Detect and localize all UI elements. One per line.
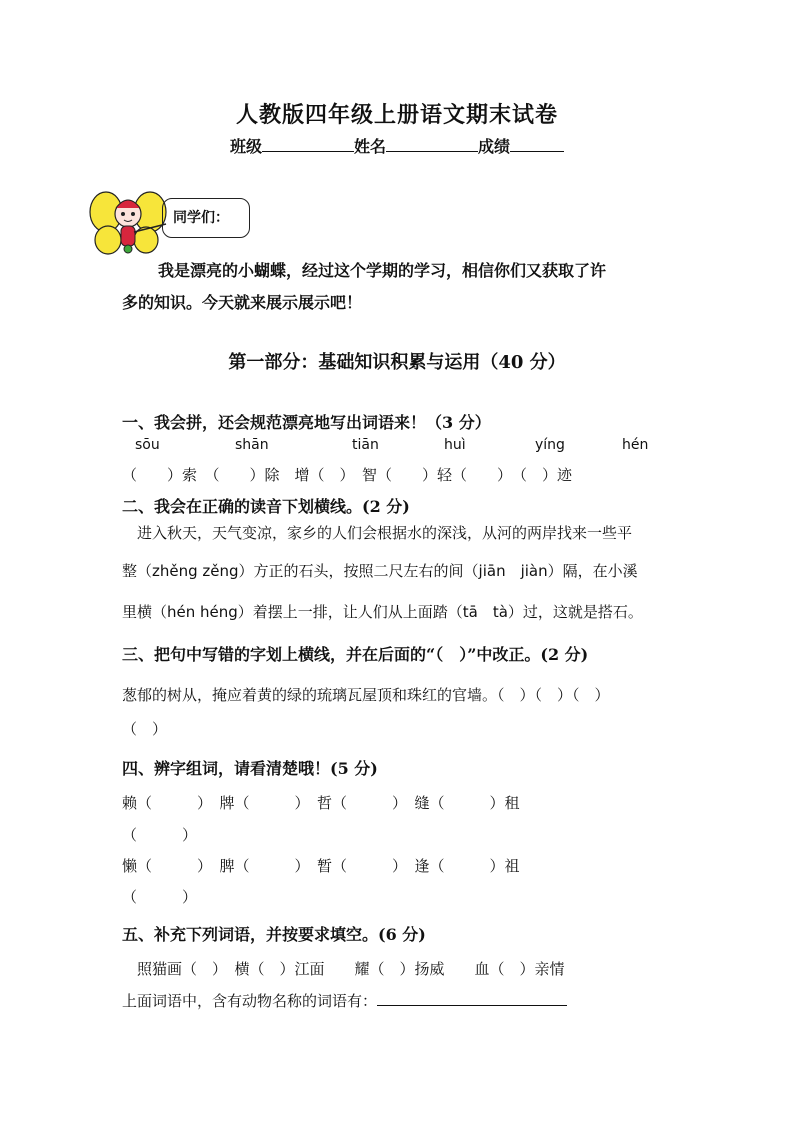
question-4-line-2[interactable]: （ ） <box>122 826 198 844</box>
question-5-title: 五、补充下列词语，并按要求填空。(6 分) <box>122 925 426 944</box>
question-4-line-3[interactable]: 懒（ ） 脾（ ） 暂（ ） 逢（ ）祖 <box>122 857 520 875</box>
speech-bubble: 同学们： <box>162 198 250 238</box>
intro-line-2: 多的知识。今天就来展示展示吧！ <box>122 293 363 312</box>
name-blank[interactable] <box>386 137 478 152</box>
student-info-line <box>0 134 794 157</box>
score-label: 成绩 <box>478 137 511 156</box>
question-2-line-1: 进入秋天，天气变凉，家乡的人们会根据水的深浅，从河的两岸找来一些平 <box>122 524 633 542</box>
intro-line-1: 我是漂亮的小蝴蝶，经过这个学期的学习，相信你们又获取了许 <box>158 261 607 280</box>
question-2-line-3[interactable]: 里横（hén héng）着摆上一排，让人们从上面踏（tā tà）过，这就是搭石。 <box>122 603 643 621</box>
question-2-line-2[interactable]: 整（zhěng zěng）方正的石头，按照二尺左右的间（jiān jiàn）隔，在小溪 <box>122 562 638 580</box>
question-3-line-2[interactable]: （ ） <box>122 720 168 738</box>
pinyin-hui: huì <box>444 437 466 453</box>
question-2-title: 二、我会在正确的读音下划横线。(2 分) <box>122 497 410 516</box>
pinyin-ying: yíng <box>535 437 565 453</box>
part-one-heading: 第一部分：基础知识积累与运用（40 分） <box>228 352 566 373</box>
butterfly-mascot-icon <box>88 186 172 258</box>
pinyin-tian: tiān <box>352 437 379 453</box>
pinyin-sou: sōu <box>135 437 160 453</box>
pinyin-hen: hén <box>622 437 649 453</box>
question-5-line-1[interactable]: 照猫画（ ） 横（ ）江面 耀（ ）扬威 血（ ）亲情 <box>122 960 565 978</box>
animal-words-label: 上面词语中，含有动物名称的词语有： <box>122 992 378 1010</box>
question-3-line-1[interactable]: 葱郁的树从，掩应着黄的绿的琉璃瓦屋顶和珠红的官墙。（ ）（ ）（ ） <box>122 686 610 704</box>
name-label: 姓名 <box>353 137 386 156</box>
question-1-title: 一、我会拼，还会规范漂亮地写出词语来！（3 分） <box>122 413 491 432</box>
score-blank[interactable] <box>510 137 564 152</box>
question-4-line-4[interactable]: （ ） <box>122 888 198 906</box>
question-1-blanks[interactable]: （ ）索 （ ）除 增（ ） 智（ ）轻（ ） （ ）迹 <box>122 466 573 484</box>
pinyin-shan: shān <box>235 437 269 453</box>
question-5-line-2 <box>122 990 567 1011</box>
class-label: 班级 <box>229 137 262 156</box>
animal-words-blank[interactable] <box>377 991 567 1006</box>
question-3-title: 三、把句中写错的字划上横线，并在后面的“（ ）”中改正。(2 分) <box>122 645 589 664</box>
page-title: 人教版四年级上册语文期末试卷 <box>235 102 558 128</box>
question-4-title: 四、辨字组词，请看清楚哦！(5 分) <box>122 759 378 778</box>
question-4-line-1[interactable]: 赖（ ） 牌（ ） 哲（ ） 缝（ ）租 <box>122 794 520 812</box>
class-blank[interactable] <box>262 137 354 152</box>
